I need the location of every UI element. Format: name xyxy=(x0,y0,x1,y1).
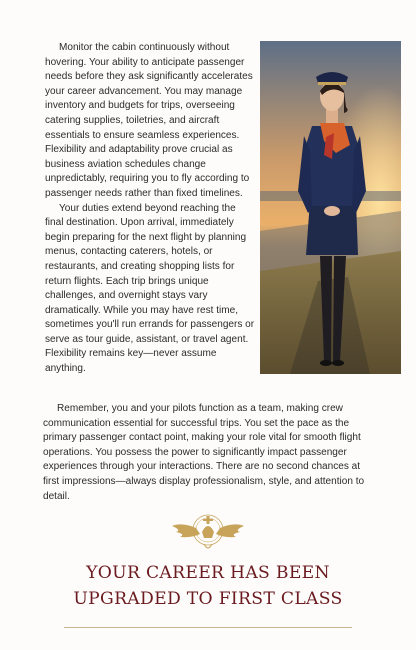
brand-logo xyxy=(170,506,246,558)
flight-attendant-illustration xyxy=(260,41,401,374)
divider-rule xyxy=(64,627,352,628)
winged-seal-icon xyxy=(170,506,246,558)
flight-attendant-photo xyxy=(260,41,401,374)
headline-line-2: UPGRADED TO FIRST CLASS xyxy=(73,589,343,609)
intro-paragraph-1: Monitor the cabin continuously without hovering. Your ability to anticipate passenger needs before they ask significantly accelerates your career advancement. You may manage inventory and budgets for trips, overseeing catering supplies, toiletries, and aircraft essentials to ensure seamless experiences. Flexibility and adaptability prove crucial as business aviation schedules change unpredictably, requiring you to fly according to passenger needs rather than fixed timelines. xyxy=(45,42,253,199)
headline-line-1: YOUR CAREER HAS BEEN xyxy=(86,563,330,583)
headline xyxy=(0,560,416,612)
intro-paragraph-2: Your duties extend beyond reaching the final destination. Upon arrival, immediately begin preparing for the next flight by planning menus, contacting caterers, hotels, or restaurants, and creating shopping lists for return flights. Each trip brings unique challenges, and overnight stays vary dramatically. While you may have rest time, sometimes you'll run errands for passengers or serve as tour guide, assistant, or travel agent. Flexibility remains key—never assume anything. xyxy=(45,202,255,375)
intro-text-column xyxy=(45,41,255,377)
closing-paragraph: Remember, you and your pilots function as a team, making crew communication essential for successful trips. You set the pace as the primary passenger contact point, making your role vital for smooth flight operations. You possess the power to significantly impact passenger experiences through your interactions. There are no second chances at first impressions—always display professionalism, style, and attention to detail. xyxy=(43,403,365,502)
closing-text xyxy=(43,402,373,504)
